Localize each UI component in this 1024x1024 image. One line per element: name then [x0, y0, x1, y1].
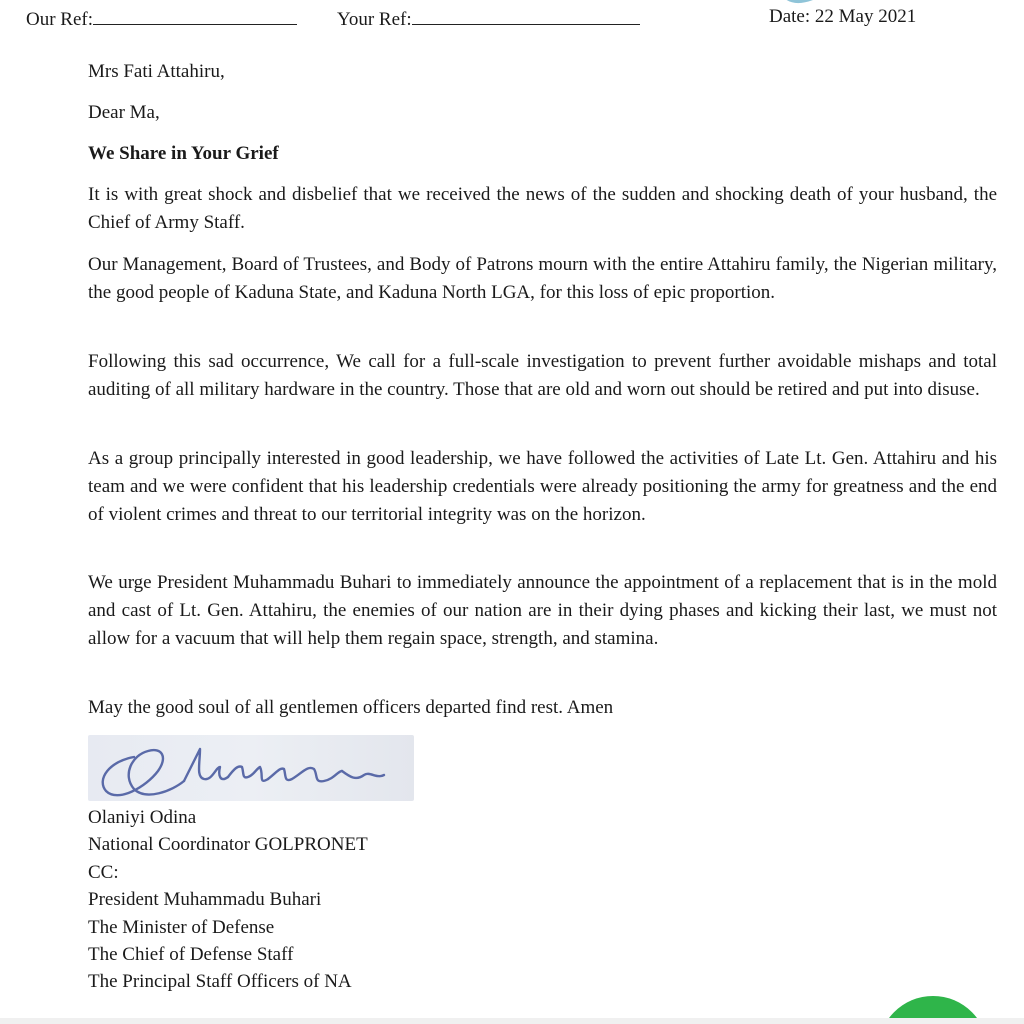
paragraph-2: Our Management, Board of Trustees, and Body of Patrons mourn with the entire Attahiru family, the Nigerian military, the good people of Kaduna State, and Kaduna North LGA, for this loss of epic proportion.	[88, 254, 997, 303]
salutation: Dear Ma,	[88, 102, 160, 123]
our-ref-field	[26, 6, 297, 31]
cc-item: The Minister of Defense	[88, 916, 275, 938]
letter-subject: We Share in Your Grief	[88, 143, 279, 164]
page-bottom-edge	[0, 1018, 1024, 1024]
cc-item: President Muhammadu Buhari	[88, 889, 322, 911]
your-ref-blank	[412, 6, 640, 25]
signature-block	[88, 804, 368, 996]
cc-item: The Chief of Defense Staff	[88, 944, 294, 966]
your-ref-label: Your Ref:	[337, 9, 412, 30]
cc-label: CC:	[88, 861, 119, 883]
our-ref-label: Our Ref:	[26, 9, 94, 30]
recipient: Mrs Fati Attahiru,	[88, 61, 225, 82]
paragraph-5: We urge President Muhammadu Buhari to immediately announce the appointment of a replacement that is in the mold and cast of Lt. Gen. Attahiru, the enemies of our nation are in their dying phases and kicking their last, we must not allow for a vacuum that will help them regain space, strength, and stamina.	[88, 572, 997, 649]
your-ref-field	[337, 6, 640, 31]
signatory-title: National Coordinator GOLPRONET	[88, 834, 368, 856]
signatory-name: Olaniyi Odina	[88, 807, 197, 828]
closing-line: May the good soul of all gentlemen officers departed find rest. Amen	[88, 697, 614, 718]
letter-date: Date: 22 May 2021	[769, 6, 917, 27]
our-ref-blank	[93, 6, 297, 25]
cc-item: The Principal Staff Officers of NA	[88, 971, 352, 993]
paragraph-4: As a group principally interested in good leadership, we have followed the activities of Late Lt. Gen. Attahiru and his team and we were confident that his leadership credentials were already positioning the army for greatness and the end of violent crimes and threat to our territorial integrity was on the horizon.	[88, 448, 997, 525]
paragraph-3: Following this sad occurrence, We call for a full-scale investigation to prevent further avoidable mishaps and total auditing of all military hardware in the country. Those that are old and worn out should be retired and put into disuse.	[88, 351, 997, 400]
handwritten-signature	[88, 735, 414, 801]
paragraph-1: It is with great shock and disbelief that we received the news of the sudden and shocking death of your husband, the Chief of Army Staff.	[88, 184, 997, 233]
